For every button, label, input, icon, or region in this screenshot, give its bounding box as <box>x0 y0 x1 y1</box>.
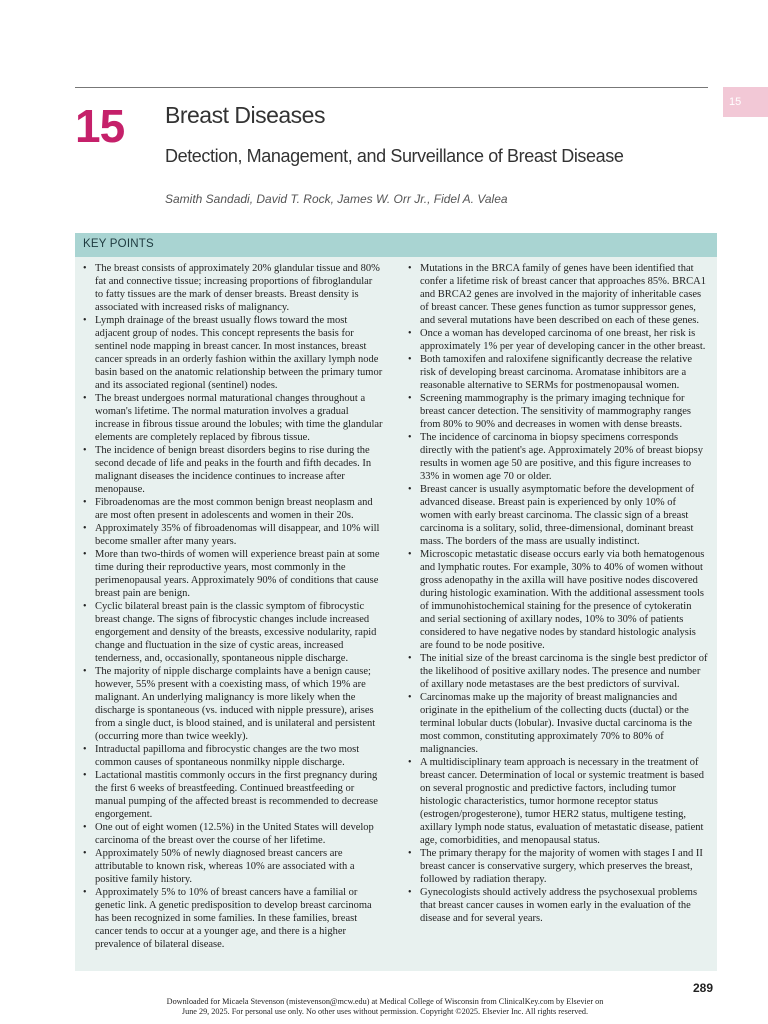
key-point-text: Lactational mastitis commonly occurs in the first pregnancy during the first 6 weeks of breastfeeding. Continued breastfeeding or manual pumping of the affected breast is recommended to decrease engorgement. <box>95 770 378 820</box>
key-point-text: Cyclic bilateral breast pain is the classic symptom of fibrocystic breast change. The signs of fibrocystic changes include increased engorgement and density of the breasts, excessive nodularity, rapid change and fluctuation in the size of cystic areas, increased tenderness, and, occasionally, spontaneous nipple discharge. <box>95 601 377 664</box>
key-points-heading: KEY POINTS <box>83 238 154 250</box>
key-point-text: Approximately 35% of fibroadenomas will disappear, and 10% will become smaller after many years. <box>95 523 380 547</box>
key-point-text: The incidence of carcinoma in biopsy specimens corresponds directly with the patient's age. Approximately 20% of breast biopsy results in women age 50 are positive, and this figure increases to 33% in women age 70 or older. <box>420 432 703 482</box>
bullet-icon: • <box>408 354 412 365</box>
key-point-item <box>408 886 708 925</box>
bullet-icon: • <box>408 484 412 495</box>
key-points-right-column <box>408 262 708 925</box>
bullet-icon: • <box>83 770 87 781</box>
bullet-icon: • <box>83 263 87 274</box>
bullet-icon: • <box>408 393 412 404</box>
bullet-icon: • <box>83 393 87 404</box>
key-point-text: The incidence of benign breast disorders begins to rise during the second decade of life and peaks in the fourth and fifth decades. In malignant diseases the incidence continues to increase after menopause. <box>95 445 372 495</box>
bullet-icon: • <box>408 263 412 274</box>
key-point-text: More than two-thirds of women will experience breast pain at some time during their reproductive years, most commonly in the perimenopausal years. Approximately 90% of conditions that cause breast pain are benign. <box>95 549 380 599</box>
key-point-item <box>83 548 383 600</box>
chapter-authors: Samith Sandadi, David T. Rock, James W. Orr Jr., Fidel A. Valea <box>165 192 508 206</box>
key-point-text: Mutations in the BRCA family of genes have been identified that confer a lifetime risk of breast cancer that approaches 85%. BRCA1 and BRCA2 genes are involved in the majority of inheritable cases of breast cancer. These genes function as tumor suppressor genes, and several mutations have been described on each of these genes. <box>420 263 707 326</box>
key-points-left-column <box>83 262 383 951</box>
bullet-icon: • <box>83 315 87 326</box>
key-point-item <box>408 431 708 483</box>
key-point-item <box>408 392 708 431</box>
key-point-item <box>408 652 708 691</box>
bullet-icon: • <box>408 549 412 560</box>
bullet-icon: • <box>408 432 412 443</box>
key-point-item <box>408 756 708 847</box>
bullet-icon: • <box>83 887 87 898</box>
key-point-text: Fibroadenomas are the most common benign breast neoplasm and are most often present in adolescents and women in their 20s. <box>95 497 373 521</box>
footer-line-1: Downloaded for Micaela Stevenson (mistevenson@mcw.edu) at Medical College of Wisconsin from ClinicalKey.com by Elsevier on <box>166 997 604 1006</box>
key-points-header <box>75 233 717 257</box>
key-point-text: Both tamoxifen and raloxifene significantly decrease the relative risk of developing breast carcinoma. Aromatase inhibitors are a reasonable alternative to SERMs for postmenopausal women. <box>420 354 693 391</box>
bullet-icon: • <box>83 744 87 755</box>
key-point-item <box>83 847 383 886</box>
key-point-text: The primary therapy for the majority of women with stages I and II breast cancer is conservative surgery, which preserves the breast, followed by radiation therapy. <box>420 848 703 885</box>
key-point-item <box>83 665 383 743</box>
key-point-item <box>83 444 383 496</box>
bullet-icon: • <box>83 549 87 560</box>
chapter-tab: 15 <box>723 87 768 117</box>
bullet-icon: • <box>408 887 412 898</box>
key-point-text: Gynecologists should actively address the psychosexual problems that breast cancer causes in women early in the evaluation of the disease and for several years. <box>420 887 698 924</box>
key-point-text: Screening mammography is the primary imaging technique for breast cancer detection. The sensitivity of mammography ranges from 80% to 90% and decreases in women with dense breasts. <box>420 393 691 430</box>
key-point-item <box>408 353 708 392</box>
key-point-text: Lymph drainage of the breast usually flows toward the most adjacent group of nodes. This concept represents the basis for sentinel node mapping in breast cancer. In most instances, breast cancer spreads in an orderly fashion within the axillary lymph node basin based on the anatomic relationship between the primary tumor and its associated regional (sentinel) nodes. <box>95 315 383 391</box>
chapter-number: 15 <box>75 100 125 152</box>
key-point-text: The breast consists of approximately 20% glandular tissue and 80% fat and connective tissue; increasing proportions of fibroglandular to fatty tissues are the mark of denser breasts. Breast density is associated with increased risks of malignancy. <box>95 263 380 313</box>
footer-line-2: June 29, 2025. For personal use only. No other uses without permission. Copyright ©2025. Elsevier Inc. All rights reserved. <box>181 1007 589 1016</box>
download-footer <box>120 997 650 1017</box>
bullet-icon: • <box>83 445 87 456</box>
key-point-item <box>408 262 708 327</box>
key-point-text: Once a woman has developed carcinoma of one breast, her risk is approximately 1% per year of developing cancer in the other breast. <box>420 328 706 352</box>
bullet-icon: • <box>408 692 412 703</box>
key-point-item <box>408 327 708 353</box>
key-point-item <box>83 262 383 314</box>
key-point-item <box>83 392 383 444</box>
bullet-icon: • <box>408 757 412 768</box>
key-point-item <box>83 769 383 821</box>
key-point-text: The majority of nipple discharge complaints have a benign cause; however, 55% present with a coexisting mass, of which 19% are malignant. An underlying malignancy is more likely when the discharge is spontaneous (vs. induced with nipple pressure), arises from a single duct, is blood stained, and is unilateral and persistent (occurring more than twice weekly). <box>95 666 376 742</box>
key-point-text: Microscopic metastatic disease occurs early via both hematogenous and lymphatic routes. For example, 30% to 40% of women without gross adenopathy in the axilla will have positive nodes discovered during histologic examination. With the additional assessment tools of immunohistochemical staining for the presence of cytokeratin and serial sectioning of axillary nodes, 10% to 30% of patients considered to have negative nodes by standard histologic analysis are found to be node positive. <box>420 549 705 651</box>
bullet-icon: • <box>408 848 412 859</box>
key-point-text: Approximately 5% to 10% of breast cancers have a familial or genetic link. A genetic predisposition to develop breast carcinoma has been recognized in some families. In these families, breast cancer tends to occur at a younger age, and there is a higher prevalence of bilateral disease. <box>95 887 372 950</box>
key-points-box <box>75 233 717 971</box>
key-point-item <box>83 821 383 847</box>
bullet-icon: • <box>83 601 87 612</box>
key-point-item <box>83 743 383 769</box>
key-point-text: Carcinomas make up the majority of breast malignancies and originate in the epithelium of the collecting ducts (ductal) or the terminal lobular ducts (lobular). Invasive ductal carcinoma is the most common, constituting approximately 70% to 80% of malignancies. <box>420 692 693 755</box>
key-point-item <box>408 483 708 548</box>
chapter-title: Breast Diseases <box>165 102 325 128</box>
key-point-item <box>408 691 708 756</box>
key-point-text: One out of eight women (12.5%) in the United States will develop carcinoma of the breast over the course of her lifetime. <box>95 822 374 846</box>
key-point-text: Intraductal papilloma and fibrocystic changes are the two most common causes of spontaneous nonmilky nipple discharge. <box>95 744 360 768</box>
bullet-icon: • <box>83 666 87 677</box>
chapter-subtitle: Detection, Management, and Surveillance of Breast Disease <box>165 146 624 166</box>
bullet-icon: • <box>83 497 87 508</box>
top-rule <box>75 87 708 88</box>
key-point-text: A multidisciplinary team approach is necessary in the treatment of breast cancer. Determination of local or systemic treatment is based on several prognostic and predictive factors, including tumor histologic characteristics, tumor hormone receptor status (estrogen/progesterone), tumor HER2 status, multigene testing, axillary lymph node status, evaluation of metastatic disease, patient age, comorbidities, and menopausal status. <box>420 757 704 846</box>
key-point-text: Approximately 50% of newly diagnosed breast cancers are attributable to known risk, whereas 10% are associated with a positive family history. <box>95 848 355 885</box>
key-point-text: The breast undergoes normal maturational changes throughout a woman's lifetime. The normal maturation involves a gradual increase in fibrous tissue around the lobules; with time the glandular elements are completely replaced by fibrous tissue. <box>95 393 383 443</box>
bullet-icon: • <box>83 523 87 534</box>
key-point-item <box>83 522 383 548</box>
key-point-text: The initial size of the breast carcinoma is the single best predictor of the likelihood of positive axillary nodes. The presence and number of axillary node metastases are the best predictors of survival. <box>420 653 708 690</box>
key-point-item <box>408 548 708 652</box>
page-number: 289 <box>693 981 714 995</box>
key-point-item <box>83 600 383 665</box>
key-point-item <box>83 314 383 392</box>
bullet-icon: • <box>408 653 412 664</box>
bullet-icon: • <box>83 848 87 859</box>
key-point-item <box>83 886 383 951</box>
key-point-item <box>83 496 383 522</box>
bullet-icon: • <box>408 328 412 339</box>
bullet-icon: • <box>83 822 87 833</box>
key-point-item <box>408 847 708 886</box>
key-point-text: Breast cancer is usually asymptomatic before the development of advanced disease. Breast pain is experienced by only 10% of women with early breast carcinoma. The classic sign of a breast carcinoma is a solitary, solid, three-dimensional, dominant breast mass. The borders of the mass are usually indistinct. <box>420 484 695 547</box>
